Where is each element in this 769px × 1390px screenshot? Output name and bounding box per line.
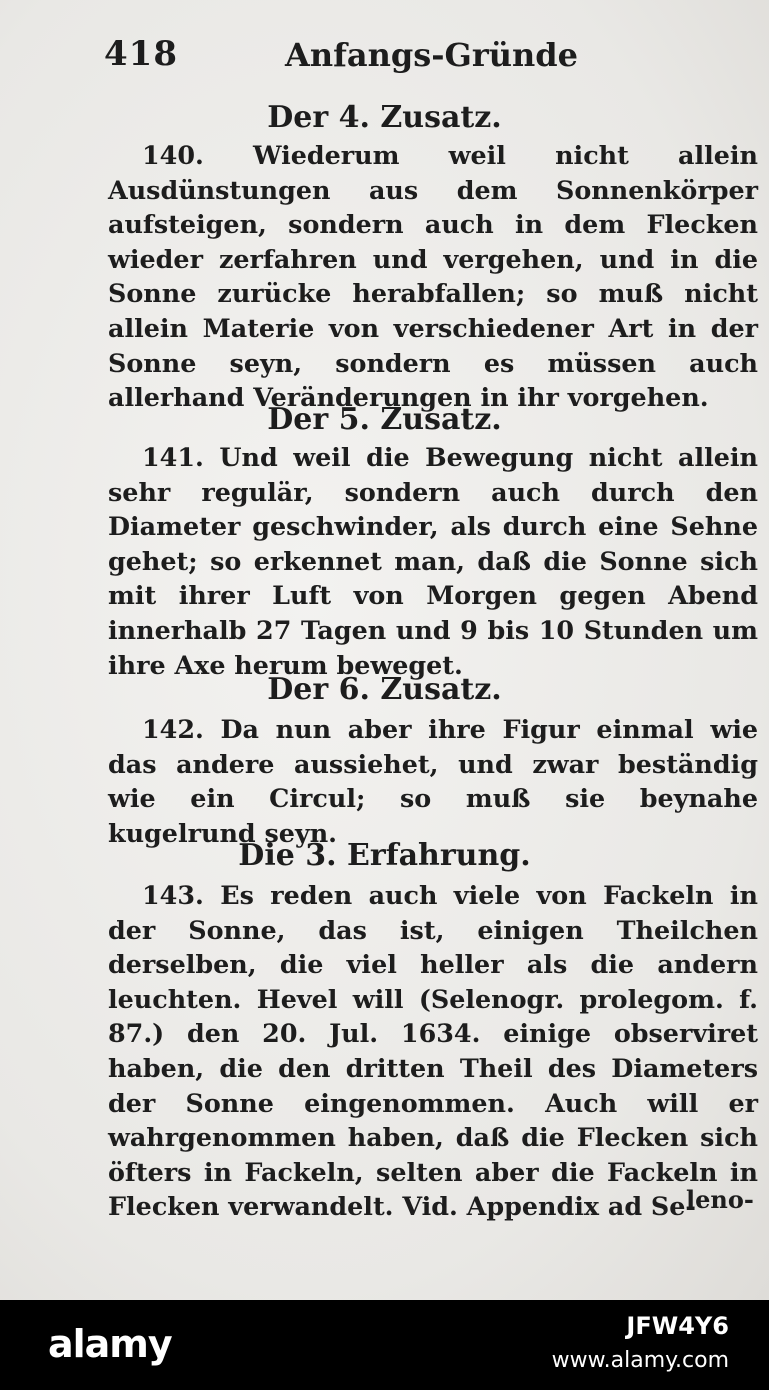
paragraph-text: Da nun aber ihre Figur einmal wie das andere aussiehet, und zwar beständig wie ein Circul; so muß sie beynahe kugelrund seyn. [108,714,758,848]
section-heading: Der 5. Zusatz. [267,402,502,437]
alamy-logo: alamy [48,1322,172,1366]
site-url: www.alamy.com [551,1348,729,1373]
paragraph-number: 141. [142,442,204,472]
section-heading: Die 3. Erfahrung. [238,838,531,873]
section-heading: Der 6. Zusatz. [267,672,502,707]
page-number: 418 [104,34,178,74]
paragraph-141 [108,440,758,682]
stock-image-id: JFW4Y6 [626,1312,729,1340]
paragraph-number: 140. [142,140,204,170]
paragraph-text: Und weil die Bewegung nicht allein sehr regulär, sondern auch durch den Diameter geschwinder, als durch eine Sehne gehet; so erkennet man, daß die Sonne sich mit ihrer Luft von Morgen gegen Abend innerhalb 27 Tagen und 9 bis 10 Stunden um ihre Axe herum beweget. [108,442,758,680]
running-title: Anfangs-Gründe [285,36,578,74]
section-heading: Der 4. Zusatz. [267,100,502,135]
paragraph-text: Es reden auch viele von Fackeln in der Sonne, das ist, einigen Theilchen derselben, die viel heller als die andern leuchten. Hevel will (Selenogr. prolegom. f. 87.) den 20. Jul. 1634. einige observiret haben, die den dritten Theil des Diameters der Sonne eingenommen. Auch will er wahrgenommen haben, daß die Flecken sich öfters in Fackeln, selten aber die Fackeln in Flecken verwandelt. Vid. Appendix ad Se- [108,880,758,1222]
paragraph-number: 143. [142,880,204,910]
paragraph-text: Wiederum weil nicht allein Ausdünstungen aus dem Sonnenkörper aufsteigen, sondern auch in dem Flecken wieder zerfahren und vergehen, und in die Sonne zurücke herabfallen; so muß nicht allein Materie von verschiedener Art in der Sonne seyn, sondern es müssen auch allerhand Veränderungen in ihr vorgehen. [108,140,758,413]
paragraph-143 [108,878,758,1224]
paragraph-number: 142. [142,714,204,744]
paragraph-140 [108,138,758,415]
watermark-banner [0,1300,769,1390]
catchword: leno- [686,1185,754,1214]
paragraph-142 [108,712,758,850]
page-header [0,30,769,80]
